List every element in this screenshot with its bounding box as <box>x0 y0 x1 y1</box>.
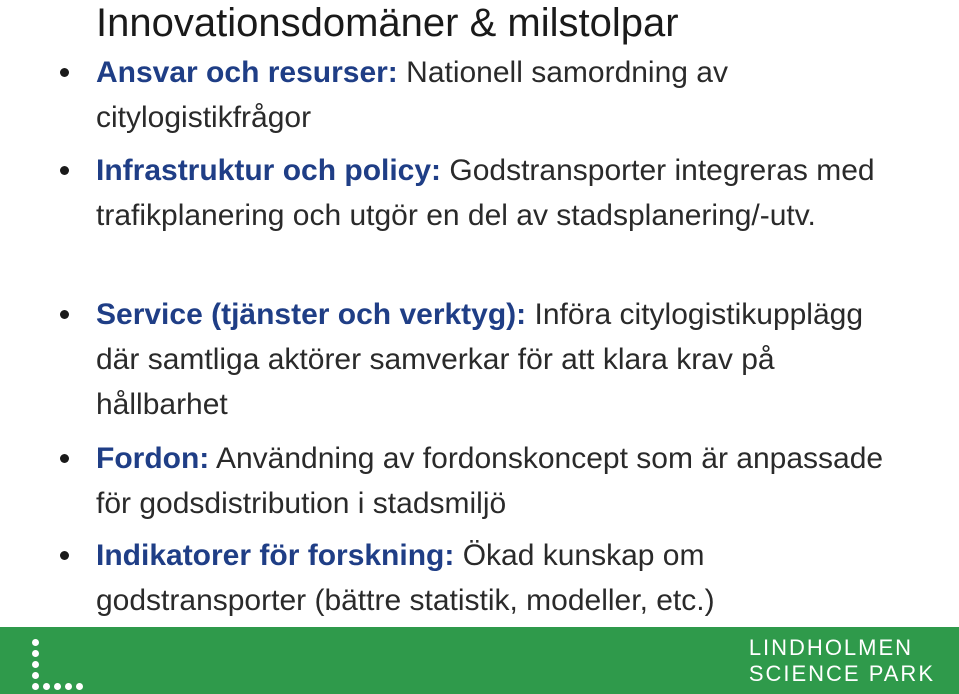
bullet-heading: Service (tjänster och verktyg): <box>96 298 527 331</box>
bullet-dot <box>60 454 69 463</box>
bullet-heading: Indikatorer för forskning: <box>96 539 455 572</box>
bullet-infrastruktur <box>96 148 896 238</box>
bullet-indikatorer <box>96 533 896 623</box>
bullet-heading: Ansvar och resurser: <box>96 56 398 89</box>
bullet-text: Användning av fordonskoncept som är anpassade för godsdistribution i stadsmiljö <box>96 442 884 520</box>
bullet-text: Nationell samordning av citylogistikfrågor <box>96 56 728 134</box>
slide-title: Innovationsdomäner & milstolpar <box>96 1 679 45</box>
bullet-text: Godstransporter integreras med trafikplanering och utgör en del av stadsplanering/-utv. <box>96 154 875 232</box>
bullet-ansvar <box>96 50 896 140</box>
bullet-heading: Fordon: <box>96 442 210 475</box>
bullet-service <box>96 292 896 427</box>
bullet-dot <box>60 551 69 560</box>
bullet-text: Ökad kunskap om godstransporter (bättre statistik, modeller, etc.) <box>96 539 715 617</box>
bullet-fordon <box>96 436 896 526</box>
bullet-dot <box>60 310 69 319</box>
lindholmen-logo-icon <box>28 635 98 690</box>
bullet-dot <box>60 68 69 77</box>
bullet-dot <box>60 166 69 175</box>
brand-name <box>749 635 935 687</box>
bullet-text: Införa citylogistikupplägg där samtliga aktörer samverkar för att klara krav på hållbarhet <box>96 298 864 421</box>
brand-line-1: LINDHOLMEN <box>748 635 914 660</box>
brand-line-2: SCIENCE PARK <box>748 661 935 686</box>
bullet-heading: Infrastruktur och policy: <box>96 154 442 187</box>
footer-bar <box>0 627 959 694</box>
